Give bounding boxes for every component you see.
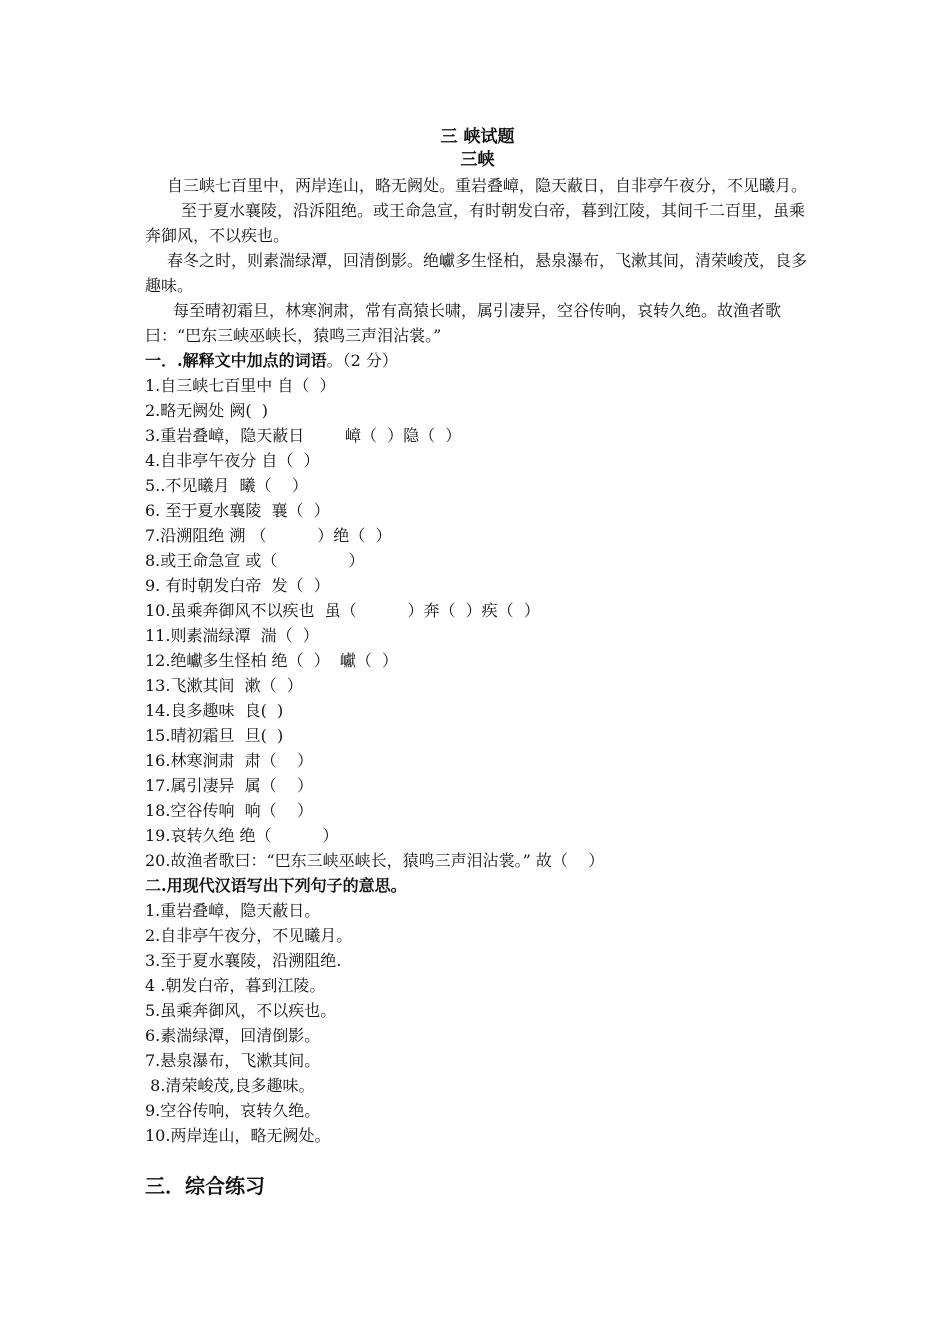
section-1-heading xyxy=(145,348,810,373)
list-item: 6. 至于夏水襄陵 襄（ ） xyxy=(145,501,330,520)
passage-paragraph-1: 自三峡七百里中，两岸连山，略无阙处。重岩叠嶂，隐天蔽日，自非亭午夜分，不见曦月。 xyxy=(167,176,808,195)
section-1-heading-text: 一．.解释文中加点的词语 xyxy=(145,351,327,370)
list-item: 10.两岸连山，略无阙处。 xyxy=(145,1126,331,1145)
passage-paragraph-4: 每至晴初霜旦，林寒涧肃，常有高猿长啸，属引凄异，空谷传响，哀转久绝。故渔者歌曰：“巴东三峡巫峡长，猿鸣三声泪沾裳。” xyxy=(145,301,782,345)
list-item: 13.飞漱其间 漱（ ） xyxy=(145,676,303,695)
list-item: 14.良多趣味 良( ) xyxy=(145,701,284,720)
section-2-list xyxy=(145,898,810,1148)
passage-title: 三峡 xyxy=(460,150,495,170)
document-page xyxy=(145,125,810,1200)
list-item: 17.属引凄异 属（ ） xyxy=(145,776,313,795)
list-item: 12.绝巘多生怪柏 绝（ ） 巘（ ） xyxy=(145,651,399,670)
section-1-points: 。（2 分） xyxy=(326,351,398,370)
list-item: 5.虽乘奔御风，不以疾也。 xyxy=(145,1001,337,1020)
list-item: 15.晴初霜旦 旦( ) xyxy=(145,726,284,745)
list-item: 8.清荣峻茂,良多趣味。 xyxy=(145,1076,315,1095)
passage-paragraph-3: 春冬之时，则素湍绿潭，回清倒影。绝巘多生怪柏，悬泉瀑布，飞漱其间，清荣峻茂，良多趣味。 xyxy=(145,251,808,295)
list-item: 3.重岩叠嶂，隐天蔽日 嶂（ ）隐（ ） xyxy=(145,426,462,445)
list-item: 1.重岩叠嶂，隐天蔽日。 xyxy=(145,901,321,920)
passage-paragraph-2: 至于夏水襄陵，沿泝阻绝。或王命急宣，有时朝发白帝，暮到江陵，其间千二百里，虽乘奔御风，不以疾也。 xyxy=(145,201,806,245)
section-2-heading: 二.用现代汉语写出下列句子的意思。 xyxy=(145,876,407,895)
list-item: 8.或王命急宣 或（ ） xyxy=(145,551,365,570)
list-item: 19.哀转久绝 绝（ ） xyxy=(145,826,339,845)
section-3-heading: 三．综合练习 xyxy=(145,1174,265,1198)
list-item: 5..不见曦月 曦（ ） xyxy=(145,476,308,495)
list-item: 18.空谷传响 响（ ） xyxy=(145,801,313,820)
list-item: 20.故渔者歌曰：“巴东三峡巫峡长，猿鸣三声泪沾裳。” 故（ ） xyxy=(145,851,605,870)
list-item: 6.素湍绿潭，回清倒影。 xyxy=(145,1026,321,1045)
list-item: 11.则素湍绿潭 湍（ ） xyxy=(145,626,319,645)
list-item: 4.自非亭午夜分 自（ ） xyxy=(145,451,320,470)
list-item: 3.至于夏水襄陵，沿溯阻绝. xyxy=(145,951,342,970)
list-item: 1.自三峡七百里中 自（ ） xyxy=(145,376,336,395)
document-title: 三 峡试题 xyxy=(440,127,515,147)
list-item: 2.略无阙处 阙( ) xyxy=(145,401,269,420)
list-item: 9.空谷传响，哀转久绝。 xyxy=(145,1101,321,1120)
list-item: 16.林寒涧肃 肃（ ） xyxy=(145,751,313,770)
section-1-list xyxy=(145,373,810,873)
list-item: 4 .朝发白帝，暮到江陵。 xyxy=(145,976,326,995)
list-item: 7.悬泉瀑布，飞漱其间。 xyxy=(145,1051,321,1070)
list-item: 9. 有时朝发白帝 发（ ） xyxy=(145,576,330,595)
list-item: 7.沿溯阻绝 溯 （ ）绝（ ） xyxy=(145,526,392,545)
list-item: 10.虽乘奔御风不以疾也 虽（ ）奔（ ）疾（ ） xyxy=(145,601,540,620)
list-item: 2.自非亭午夜分，不见曦月。 xyxy=(145,926,353,945)
